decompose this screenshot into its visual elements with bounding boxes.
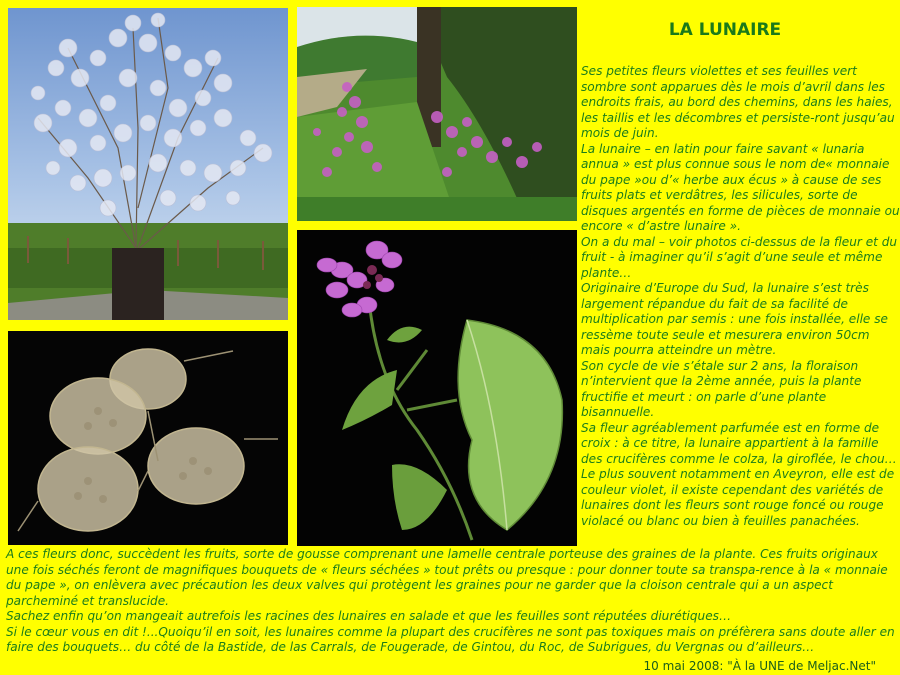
side-text-block bbox=[581, 64, 900, 529]
bottom-paragraph: Si le cœur vous en dit !...Quoiqu’il en soit, les lunaires comme la plupart des crucifères ne sont pas toxiques mais on préfèrera sans doute aller en faire des bouquets… du côté de la Bastide, de las Carrals, de Fougerade, de Gintou, du Roc, de Subrigues, du Vergnas ou d’ailleurs… bbox=[6, 624, 895, 654]
side-paragraph: Ses petites fleurs violettes et ses feuilles vert sombre sont apparues dès le mois d’avril dans les endroits frais, au bord des chemins, dans les haies, les taillis et les décombres et persiste-ront jusqu’au mois de juin. bbox=[581, 64, 895, 140]
page-title: LA LUNAIRE bbox=[668, 20, 782, 40]
photo-dried-bouquet bbox=[8, 8, 288, 320]
credit-line: 10 mai 2008: "À la UNE de Meljac.Net" bbox=[643, 659, 876, 673]
side-paragraph: On a du mal – voir photos ci-dessus de la fleur et du fruit - à imaginer qu’il s’agit d’une seule et même plante… bbox=[581, 234, 898, 280]
bottom-paragraph: Sachez enfin qu’on mangeait autrefois les racines des lunaires en salade et que les feuilles sont réputées diurétiques… bbox=[6, 609, 732, 623]
side-paragraph: Sa fleur agréablement parfumée est en forme de croix : à ce titre, la lunaire appartient à la famille des crucifères comme le colza, la giroflée, le chou… Le plus souvent notamment en Aveyron, elle est de couleur violet, il existe cependant des variétés de lunaires dont les fleurs sont rouge foncé ou rouge violacé ou blanc ou bien à feuilles panachées. bbox=[581, 420, 897, 528]
side-paragraph: La lunaire – en latin pour faire savant « lunaria annua » est plus connue sous le nom de« monnaie du pape »ou d’« herbe aux écus » à cause de ses fruits plats et verdâtres, les silicules, sorte de disques argentés en forme de pièces de monnaie ou encore « d’astre lunaire ». bbox=[581, 141, 900, 233]
photo-flower-and-leaves bbox=[297, 230, 577, 546]
side-paragraph: Originaire d’Europe du Sud, la lunaire s’est très largement répandue du fait de sa facilité de multiplication par semis : une fois installée, elle se ressème toute seule et mesurera environ 50cm mais pourra atteindre un mètre. bbox=[581, 281, 888, 357]
photo-seed-pods bbox=[8, 331, 288, 545]
bottom-paragraph: A ces fleurs donc, succèdent les fruits, sorte de gousse comprenant une lamelle centrale porteuse des graines de la plante. Ces fruits originaux une fois séchés feront de magnifiques bouquets de « fleurs séchées » tout prêts ou presque : pour donner toute sa transpa-rence à la « monnaie du pape », on enlèvera avec précaution les deux valves qui protègent les graines pour ne garder que la cloison centrale qui a un aspect parcheminé et translucide. bbox=[6, 547, 888, 608]
photo-country-path-flowers bbox=[297, 7, 577, 221]
bottom-text-block bbox=[6, 547, 898, 656]
side-paragraph: Son cycle de vie s’étale sur 2 ans, la floraison n’intervient que la 2ème année, puis la plante fructifie et meurt : on parle d’une plante bisannuelle. bbox=[581, 358, 862, 419]
